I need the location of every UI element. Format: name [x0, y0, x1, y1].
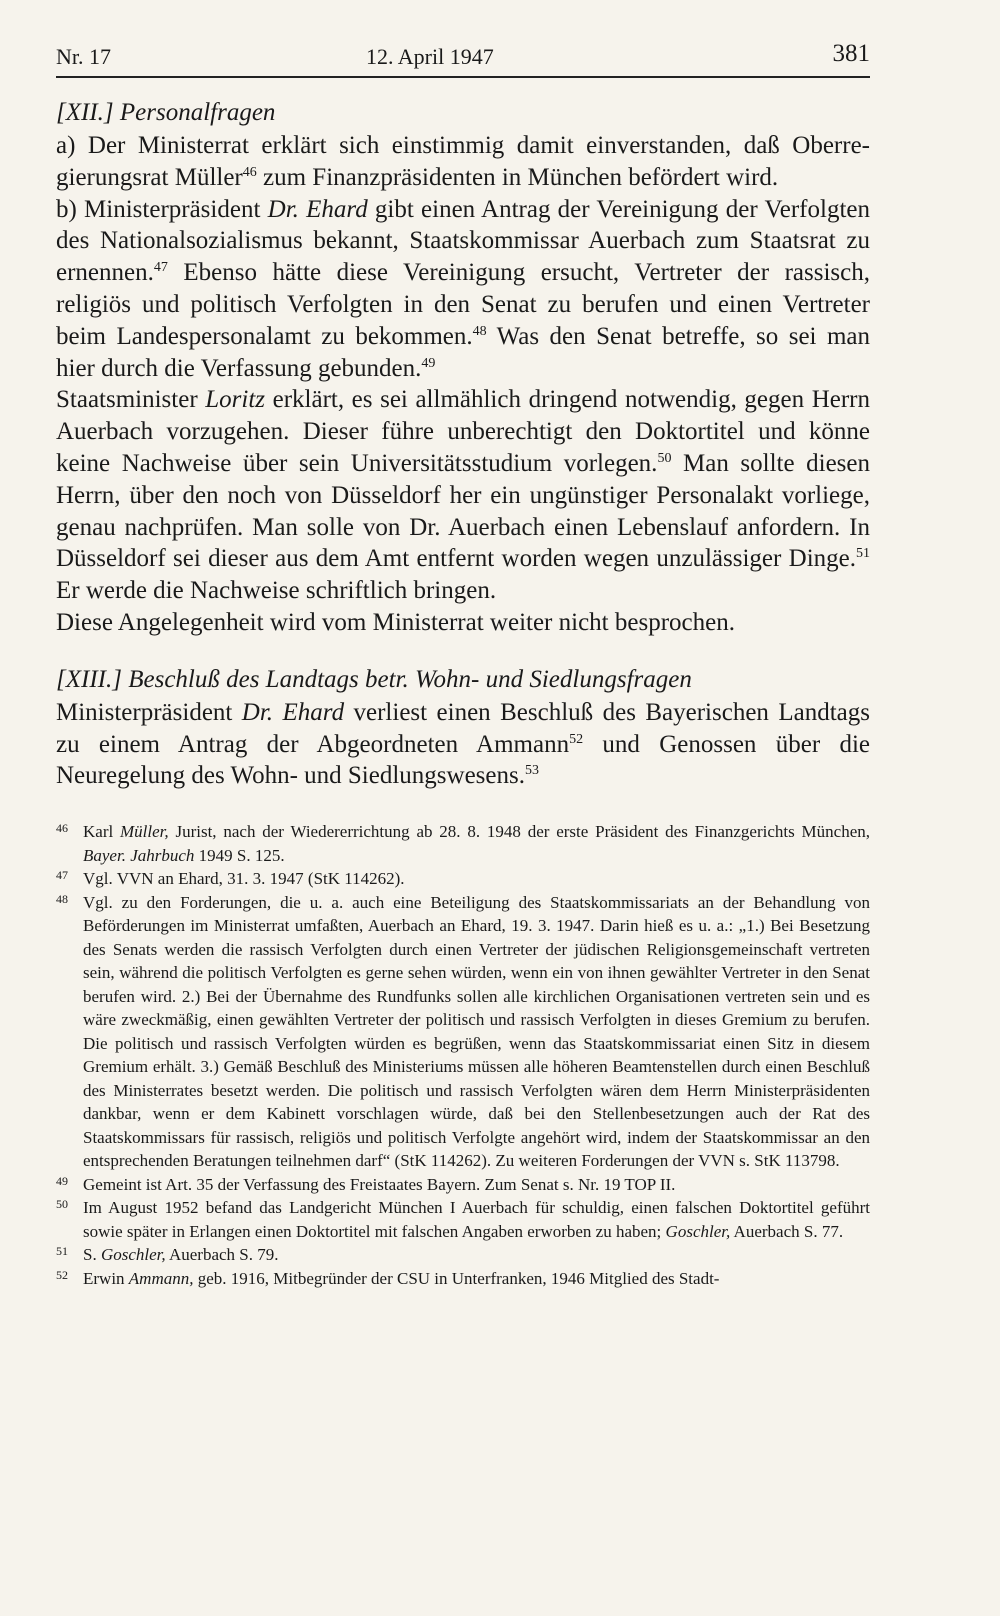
footnote-49 — [56, 1173, 870, 1197]
footnote-number: 51 — [56, 1244, 68, 1259]
document-number: Nr. 17 — [56, 44, 111, 69]
text-run: erklärt, es sei allmählich dringend notwendig, gegen Herrn Auerbach vorzugehen. Dieser führe unberechtigt den Doktortitel und könne keine Nachweise über sein Universitätsstudium vorlegen. — [56, 386, 870, 477]
person-name: Müller, — [120, 822, 169, 842]
text-run: a) Der Ministerrat erklärt sich einstimmig damit einverstanden, daß Oberre-gierungsrat Müller — [56, 132, 870, 191]
document-date: 12. April 1947 — [366, 44, 494, 69]
footnote-47 — [56, 867, 870, 891]
text-run: 1949 S. 125. — [194, 845, 285, 865]
footnote-number: 49 — [56, 1173, 68, 1188]
footnote-ref[interactable]: 50 — [657, 450, 672, 466]
person-name: Loritz — [205, 386, 266, 414]
text-run: Er werde die Nachweise schriftlich bringen. — [56, 577, 497, 605]
footnote-number: 50 — [56, 1197, 68, 1212]
text-run: Im August 1952 befand das Landgericht München I Auerbach für schuldig, einen falschen Doktortitel geführt sowie später in Erlangen einen Doktortitel mit falschen Angaben erworben zu haben; — [83, 1198, 870, 1241]
footnote-number: 47 — [56, 868, 68, 883]
footnote-ref[interactable]: 49 — [421, 355, 436, 371]
footnote-51 — [56, 1243, 870, 1267]
text-run: Erwin — [83, 1268, 129, 1288]
footnote-52 — [56, 1267, 870, 1291]
text-run: Karl — [83, 822, 121, 842]
text-run: gibt einen Antrag der Vereinigung der Verfolgten des Nationalsozialismus bekannt, Staatskommissar Auerbach zum Staatsrat zu ernennen. — [56, 195, 870, 287]
text-run: Auerbach S. 79. — [165, 1245, 279, 1265]
text-run: Diese Angelegenheit wird vom Ministerrat weiter nicht besprochen. — [56, 608, 735, 636]
footnote-ref[interactable]: 47 — [153, 260, 168, 276]
text-run: Man sollte diesen Herrn, über den noch von Düsseldorf her ein ungünstiger Personalakt vorliege, genau nachprüfen. Man solle von Dr. Auerbach einen Lebenslauf anfordern. In Düsseldorf sei dieser aus dem Amt entfernt worden wegen unzulässiger Dinge. — [56, 449, 870, 573]
section-number: [XII.] — [56, 99, 114, 126]
person-name: Goschler, — [100, 1245, 166, 1265]
text-run: Vgl. VVN an Ehard, 31. 3. 1947 (StK 114262). — [83, 869, 405, 889]
footnote-number: 52 — [56, 1267, 68, 1282]
footnote-46 — [56, 820, 870, 867]
person-name: Ammann, — [128, 1268, 194, 1288]
text-run: Jurist, nach der Wiedererrichtung ab 28. 8. 1948 der erste Präsident des Finanzgerichts München, — [168, 822, 870, 842]
text-run: zum Finanzpräsidenten in München befördert wird. — [256, 163, 779, 191]
footnotes — [56, 820, 870, 1290]
footnote-ref[interactable]: 46 — [242, 164, 257, 180]
text-run: Gemeint ist Art. 35 der Verfassung des Freistaates Bayern. Zum Senat s. Nr. 19 TOP II. — [83, 1174, 676, 1194]
footnote-48 — [56, 891, 870, 1173]
text-run: Auerbach S. 77. — [730, 1221, 844, 1241]
text-run: Was den Senat betreffe, so sei man hier durch die Verfassung gebunden. — [56, 322, 870, 382]
paragraph-b — [56, 194, 870, 385]
person-name: Dr. Ehard — [241, 698, 345, 726]
paragraph-c — [56, 384, 870, 607]
person-name: Goschler, — [665, 1221, 731, 1241]
text-run: S. — [83, 1245, 101, 1265]
spacer — [56, 639, 870, 651]
text-run: verliest einen Beschluß des Bayerischen Landtags zu einem Antrag der Abgeordneten Ammann — [56, 698, 870, 758]
text-run: Vgl. zu den Forderungen, die u. a. auch eine Beteiligung des Staatskommissariats an der Behandlung von Beförderungen im Ministerrat umfaßten, Auerbach an Ehard, 19. 3. 1947. Darin hieß es u. a.: „1.) Bei Besetzung des Senats werden die rassisch Verfolgten durch einen Vertreter der jüdischen Religionsgemeinschaft vertreten sein, während die politisch Verfolgten es gerne sehen würden, wenn ein von ihnen gewählter Vertreter in den Senat berufen wird. 2.) Bei der Übernahme des Rundfunks sollen alle kirchlichen Organisationen vertreten sein und es wäre zweckmäßig, einen gewählten Vertreter der politisch und rassisch Verfolgten in dieses Gremium zu berufen. Die politisch und rassisch Verfolgten würden es begrüßen, wenn das Staatskommissariat einen Sitz in diesem Gremium erhält. 3.) Gemäß Beschluß des Ministeriums müssen alle höheren Beamtenstellen durch einen Beschluß des Ministerrates besetzt werden. Die politisch und rassisch Verfolgten wären dem Herrn Ministerpräsidenten dankbar, wenn er dem Kabinett vorschlagen würde, daß bei den Stellenbesetzungen auch der Rat des Staatskommissars für rassisch, religiös und politisch Verfolgte angehört wird, indem der Staatskommissar an den entsprechenden Beratungen teilnehmen darf“ (StK 114262). Zu weiteren Forderungen der VVN s. StK 113798. — [83, 892, 870, 1171]
footnote-ref[interactable]: 48 — [472, 323, 487, 339]
person-name: Dr. Ehard — [267, 195, 368, 223]
footnote-ref[interactable]: 52 — [569, 731, 584, 747]
footnote-ref[interactable]: 53 — [524, 763, 539, 779]
paragraph-d — [56, 607, 870, 639]
text-run: Ebenso hätte diese Vereinigung ersucht, Vertreter der rassisch, religiös und politisch Verfolgten in den Senat zu berufen und einen Vertreter beim Landespersonalamt zu bekommen. — [56, 259, 870, 350]
document-page — [56, 36, 870, 1290]
section-heading-personalfragen — [56, 96, 870, 130]
paragraph-a — [56, 130, 870, 194]
footnote-number: 46 — [56, 821, 68, 836]
section-heading-landtag — [56, 663, 870, 697]
footnote-ref[interactable]: 51 — [856, 546, 870, 562]
section-title: Personalfragen — [119, 99, 276, 126]
text-run: Staatsminister — [56, 386, 206, 414]
section-title: Beschluß des Landtags betr. Wohn- und Siedlungsfragen — [128, 665, 692, 693]
footnote-50 — [56, 1196, 870, 1243]
footnote-number: 48 — [56, 891, 68, 906]
book-title: Bayer. Jahrbuch — [83, 845, 195, 865]
section-number: [XIII.] — [56, 665, 122, 693]
page-number: 381 — [832, 40, 870, 67]
text-run: Ministerpräsident — [56, 698, 242, 726]
text-run: b) Ministerpräsident — [56, 195, 268, 223]
text-run: geb. 1916, Mitbegründer der CSU in Unterfranken, 1946 Mitglied des Stadt- — [193, 1268, 720, 1288]
running-header — [56, 36, 870, 78]
text-run: und Genossen über die Neuregelung des Wohn- und Siedlungswesens. — [56, 730, 870, 790]
paragraph-landtag — [56, 697, 870, 792]
